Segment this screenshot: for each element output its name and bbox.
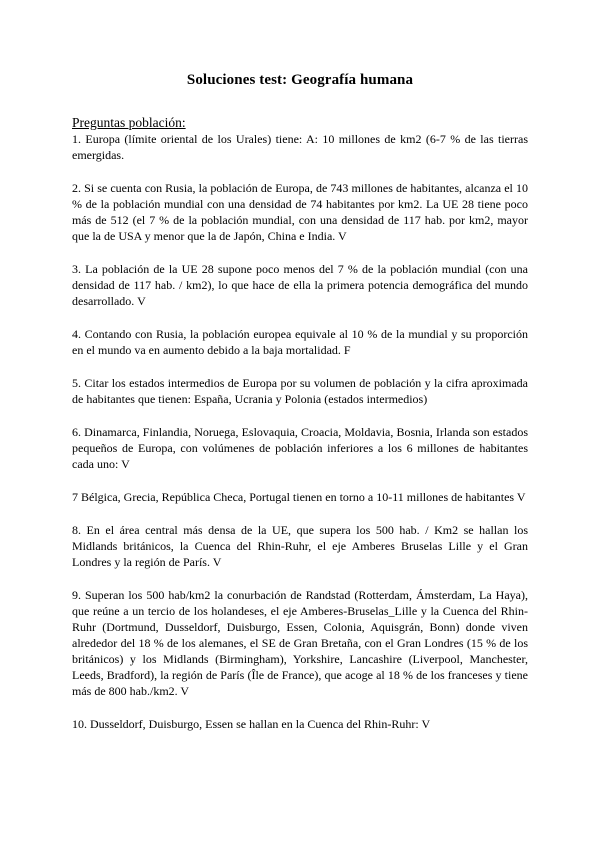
question-2: 2. Si se cuenta con Rusia, la población de Europa, de 743 millones de habitantes, alcanza el 10 % de la población mundial con una densidad de 74 habitantes por km2. La UE 28 tiene poco más de 512 (el 7 % de la población mundial, con una densidad de 117 hab. por km2, mayor que la de USA y menor que la de Japón, China e India. V xyxy=(72,181,528,243)
question-7: 7 Bélgica, Grecia, República Checa, Portugal tienen en torno a 10-11 millones de habitantes V xyxy=(72,490,526,504)
question-6: 6. Dinamarca, Finlandia, Noruega, Eslovaquia, Croacia, Moldavia, Bosnia, Irlanda son estados pequeños de Europa, con volúmenes de población inferiores a los 6 millones de habitantes cada uno: V xyxy=(72,425,528,471)
question-10: 10. Dusseldorf, Duisburgo, Essen se hallan en la Cuenca del Rhin-Ruhr: V xyxy=(72,717,431,731)
page-title: Soluciones test: Geografía humana xyxy=(186,72,414,88)
question-3: 3. La población de la UE 28 supone poco menos del 7 % de la población mundial (con una densidad de 117 hab. / km2), lo que hace de ella la primera potencia demográfica del mundo desarrollado. V xyxy=(72,262,528,308)
question-5: 5. Citar los estados intermedios de Europa por su volumen de población y la cifra aproximada de habitantes que tienen: España, Ucrania y Polonia (estados intermedios) xyxy=(72,376,528,406)
section-heading: Preguntas población: xyxy=(72,115,186,130)
question-9: 9. Superan los 500 hab/km2 la conurbación de Randstad (Rotterdam, Ámsterdam, La Haya), que reúne a un tercio de los holandeses, el eje Amberes-Bruselas_Lille y la Cuenca del Rhin-Ruhr (Dortmund, Dusseldorf, Duisburgo, Essen, Colonia, Aquisgrán, Bonn) donde viven alrededor del 18 % de los alemanes, el SE de Gran Bretaña, con el Gran Londres (15 % de los británicos) y los Midlands (Birmingham), Yorkshire, Lancashire (Liverpool, Manchester, Leeds, Bradford), la región de París (Île de France), que acoge al 18 % de los franceses y tiene más de 800 hab./km2. V xyxy=(72,588,528,698)
question-1: 1. Europa (límite oriental de los Urales) tiene: A: 10 millones de km2 (6-7 % de las tierras emergidas. xyxy=(72,132,528,162)
question-8: 8. En el área central más densa de la UE, que supera los 500 hab. / Km2 se hallan los Midlands británicos, la Cuenca del Rhin-Ruhr, el eje Amberes Bruselas Lille y el Gran Londres y la región de París. V xyxy=(72,523,528,569)
question-4: 4. Contando con Rusia, la población europea equivale al 10 % de la mundial y su proporción en el mundo va en aumento debido a la baja mortalidad. F xyxy=(72,327,528,357)
